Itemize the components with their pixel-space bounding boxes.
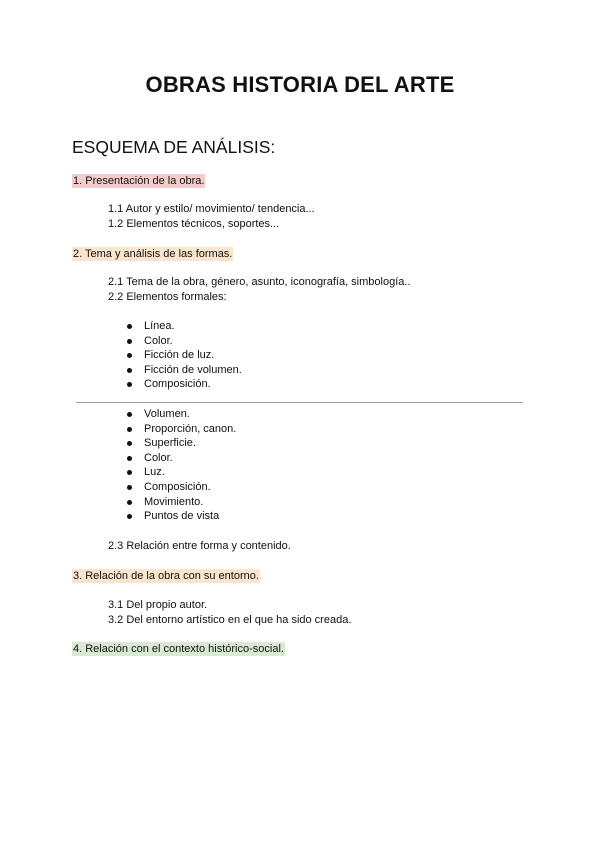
section-3-items xyxy=(108,598,351,627)
document-title: OBRAS HISTORIA DEL ARTE xyxy=(145,72,455,97)
section-2-items xyxy=(108,275,411,304)
horizontal-divider xyxy=(76,402,523,403)
list-item: Puntos de vista xyxy=(127,509,236,524)
section-1-heading: 1. Presentación de la obra. xyxy=(73,175,205,187)
list-item: Luz. xyxy=(127,465,236,480)
formal-elements-list-1 xyxy=(127,319,242,392)
section-2-item: 2.1 Tema de la obra, género, asunto, iconografía, simbología.. xyxy=(108,276,411,288)
formal-elements-list-2 xyxy=(127,407,236,524)
list-item: Composición. xyxy=(127,377,242,392)
section-1-items xyxy=(108,202,315,231)
section-2-closing xyxy=(108,539,291,554)
list-item: Composición. xyxy=(127,480,236,495)
section-4-heading: 4. Relación con el contexto histórico-social. xyxy=(73,643,284,655)
list-item: Ficción de volumen. xyxy=(127,363,242,378)
section-3-item: 3.2 Del entorno artístico en el que ha sido creada. xyxy=(108,613,352,626)
analysis-scheme-heading: ESQUEMA DE ANÁLISIS: xyxy=(72,137,276,157)
section-3-heading: 3. Relación de la obra con su entorno. xyxy=(73,570,259,582)
list-item: Color. xyxy=(127,451,236,466)
list-item: Proporción, canon. xyxy=(127,422,236,437)
section-2-heading: 2. Tema y análisis de las formas. xyxy=(73,248,233,260)
section-2-item: 2.3 Relación entre forma y contenido. xyxy=(108,540,291,552)
list-item: Color. xyxy=(127,334,242,349)
section-2-item: 2.2 Elementos formales: xyxy=(108,290,227,303)
list-item: Ficción de luz. xyxy=(127,348,242,363)
list-item: Volumen. xyxy=(127,407,236,422)
list-item: Línea. xyxy=(127,319,242,334)
list-item: Movimiento. xyxy=(127,495,236,510)
section-1-item: 1.2 Elementos técnicos, soportes... xyxy=(108,217,280,230)
section-3-item: 3.1 Del propio autor. xyxy=(108,599,208,611)
list-item: Superficie. xyxy=(127,436,236,451)
section-1-item: 1.1 Autor y estilo/ movimiento/ tendencia... xyxy=(108,203,315,215)
